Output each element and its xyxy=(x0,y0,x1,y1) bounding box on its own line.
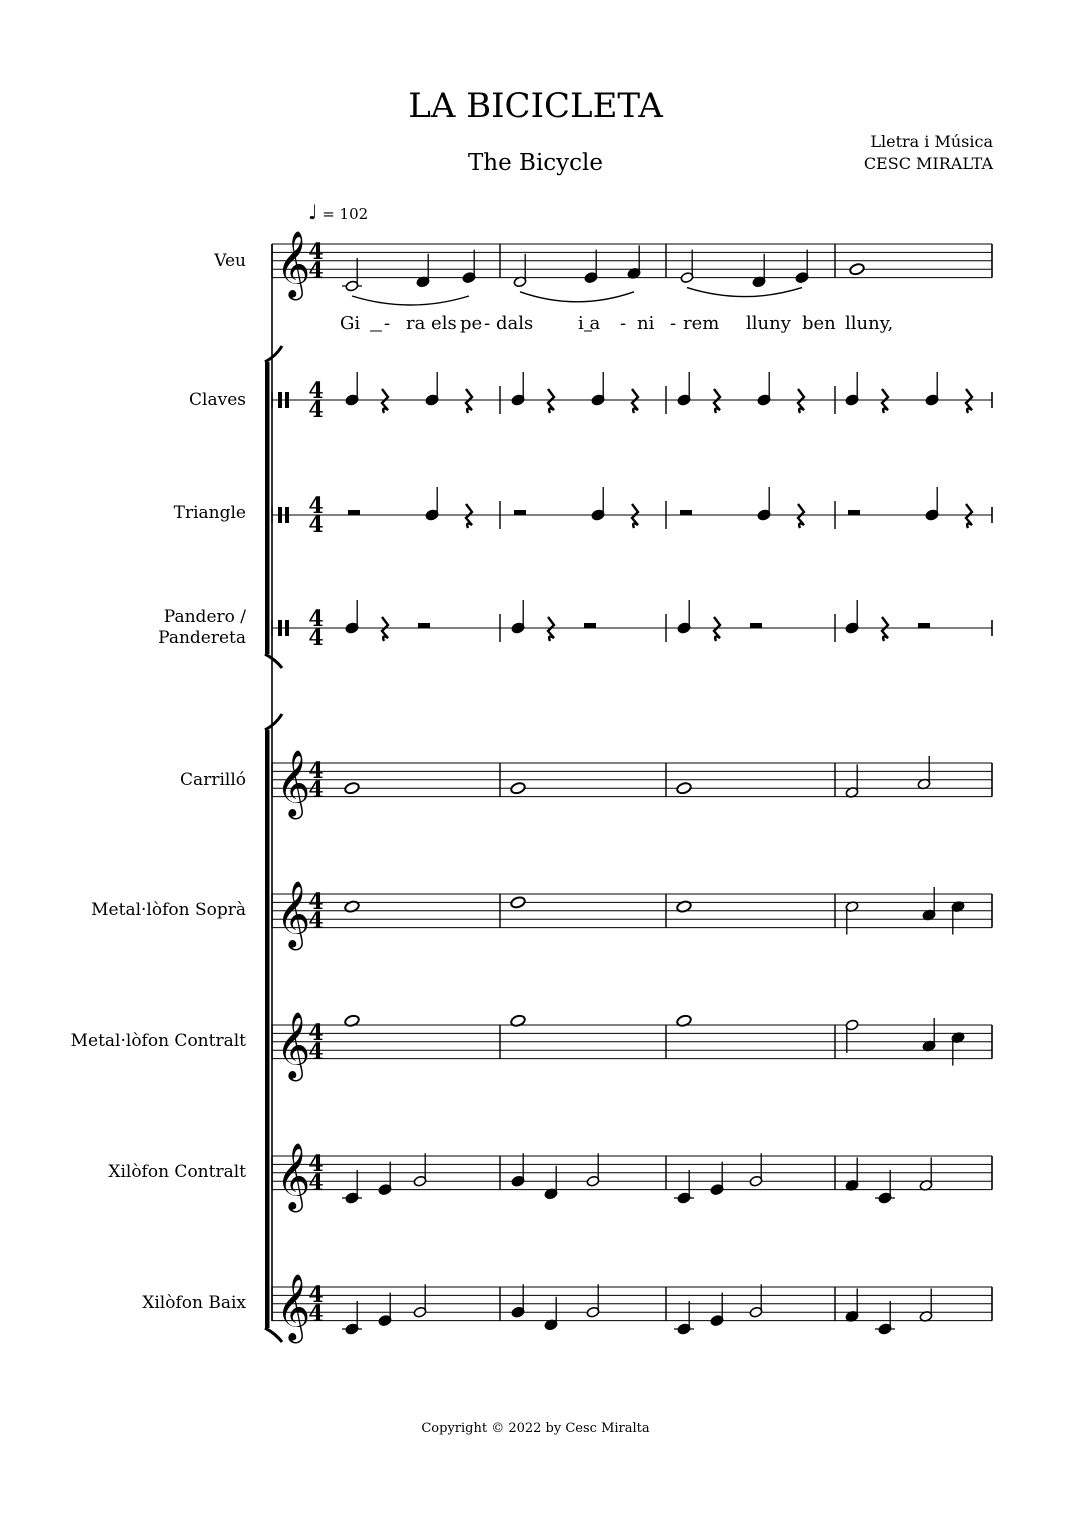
time-signature-numerator: 4 xyxy=(308,1281,324,1308)
treble-clef-icon: 𝄞 xyxy=(276,1010,311,1079)
percussion-clef-icon xyxy=(285,507,289,523)
quarter-rest-icon xyxy=(966,504,972,528)
time-signature-numerator: 4 xyxy=(308,888,324,915)
treble-clef-icon: 𝄞 xyxy=(276,229,311,298)
quarter-rest-icon xyxy=(798,389,804,413)
copyright-notice: Copyright © 2022 by Cesc Miralta xyxy=(421,1421,650,1436)
bracket-tip xyxy=(265,714,282,730)
treble-clef-icon: 𝄞 xyxy=(276,748,311,817)
lyric-syllable: rem xyxy=(683,313,720,334)
time-signature-denominator: 4 xyxy=(308,1169,324,1196)
lyric-syllable: ra els xyxy=(406,313,457,334)
bracket-tip xyxy=(265,654,282,668)
tempo-value: = 102 xyxy=(322,205,369,223)
lyrics xyxy=(340,313,893,334)
lyric-syllable: Gi xyxy=(340,313,361,334)
slur xyxy=(687,288,802,297)
quarter-rest-icon xyxy=(966,389,972,413)
time-signature-denominator: 4 xyxy=(308,397,324,423)
time-signature-denominator: 4 xyxy=(308,512,324,538)
time-signature-denominator: 4 xyxy=(308,1300,324,1327)
lyric-hyphen: - xyxy=(620,313,627,334)
half-rest-icon xyxy=(584,623,596,628)
quarter-rest-icon xyxy=(466,504,472,528)
percussion-clef-icon xyxy=(285,392,289,408)
time-signature-numerator: 4 xyxy=(308,757,324,784)
half-rest-icon xyxy=(918,623,930,628)
score-title: LA BICICLETA xyxy=(408,86,663,126)
quarter-rest-icon xyxy=(632,504,638,528)
bracket-tip xyxy=(265,346,282,362)
lyric-hyphen: - xyxy=(384,313,391,334)
score-subtitle: The Bicycle xyxy=(467,150,604,176)
notehead xyxy=(344,900,360,913)
instrument-name-carrillo: Carrilló xyxy=(180,770,246,790)
lyric-syllable: i a xyxy=(578,313,601,334)
notehead xyxy=(344,1014,360,1027)
quarter-rest-icon xyxy=(632,389,638,413)
time-signature-denominator: 4 xyxy=(308,625,324,651)
notehead xyxy=(849,262,865,275)
time-signature-denominator: 4 xyxy=(308,1038,324,1065)
instrument-name-pandero-line2: Pandereta xyxy=(158,628,246,648)
instrument-name-xilo-baix: Xilòfon Baix xyxy=(142,1293,246,1313)
percussion-clef-icon xyxy=(278,620,282,636)
lyric-syllable: dals xyxy=(496,313,534,334)
half-rest-icon xyxy=(750,623,762,628)
notehead xyxy=(676,900,692,913)
instrument-name-triangle: Triangle xyxy=(173,503,246,523)
treble-clef-icon: 𝄞 xyxy=(276,1272,311,1341)
composer-line-2: CESC MIRALTA xyxy=(863,154,993,173)
lyric-syllable: lluny, xyxy=(845,313,894,334)
lyric-hyphen: - xyxy=(484,313,491,334)
half-rest-icon xyxy=(680,510,692,515)
half-rest-icon xyxy=(514,510,526,515)
quarter-rest-icon xyxy=(466,389,472,413)
time-signature-denominator: 4 xyxy=(308,907,324,934)
lyric-syllable: pe xyxy=(460,313,483,334)
instrument-name-metal-contralt: Metal·lòfon Contralt xyxy=(70,1031,246,1051)
treble-clef-icon: 𝄞 xyxy=(276,1141,311,1210)
notehead xyxy=(676,781,692,794)
notehead xyxy=(676,1014,692,1027)
percussion-clef-icon xyxy=(278,507,282,523)
quarter-rest-icon xyxy=(882,389,888,413)
slur xyxy=(352,296,469,305)
instrument-name-metal-sopra: Metal·lòfon Soprà xyxy=(91,900,246,920)
half-rest-icon xyxy=(418,623,430,628)
quarter-rest-icon xyxy=(798,504,804,528)
treble-clef-icon: 𝄞 xyxy=(276,879,311,948)
lyric-hyphen: - xyxy=(670,313,677,334)
quarter-rest-icon xyxy=(882,617,888,641)
group-bracket xyxy=(265,362,270,654)
lyric-syllable: ni xyxy=(637,313,655,334)
time-signature-numerator: 4 xyxy=(308,1150,324,1177)
time-signature-numerator: 4 xyxy=(308,606,324,632)
quarter-note-icon: ♩ xyxy=(308,200,318,224)
percussion-clef-icon xyxy=(278,392,282,408)
quarter-rest-icon xyxy=(548,389,554,413)
instrument-name-xilo-contralt: Xilòfon Contralt xyxy=(108,1162,246,1182)
time-signature-denominator: 4 xyxy=(308,257,324,284)
slur xyxy=(520,292,634,302)
lyric-syllable: lluny xyxy=(746,313,791,334)
quarter-rest-icon xyxy=(382,617,388,641)
notehead xyxy=(510,781,526,794)
instrument-name-claves: Claves xyxy=(189,390,246,410)
notehead xyxy=(510,896,526,909)
lyric-syllable: ben xyxy=(802,313,836,334)
time-signature-numerator: 4 xyxy=(308,1019,324,1046)
percussion-clef-icon xyxy=(285,620,289,636)
quarter-rest-icon xyxy=(714,617,720,641)
quarter-rest-icon xyxy=(714,389,720,413)
instrument-name-pandero-line1: Pandero / xyxy=(163,607,246,627)
quarter-rest-icon xyxy=(382,389,388,413)
half-rest-icon xyxy=(348,510,360,515)
half-rest-icon xyxy=(848,510,860,515)
time-signature-numerator: 4 xyxy=(308,378,324,404)
time-signature-numerator: 4 xyxy=(308,238,324,265)
time-signature-denominator: 4 xyxy=(308,776,324,803)
time-signature-numerator: 4 xyxy=(308,493,324,519)
group-bracket xyxy=(265,730,270,1328)
notehead xyxy=(510,1014,526,1027)
notehead xyxy=(344,781,360,794)
instrument-name-veu: Veu xyxy=(214,251,246,271)
quarter-rest-icon xyxy=(548,617,554,641)
composer-line-1: Lletra i Música xyxy=(870,132,993,151)
